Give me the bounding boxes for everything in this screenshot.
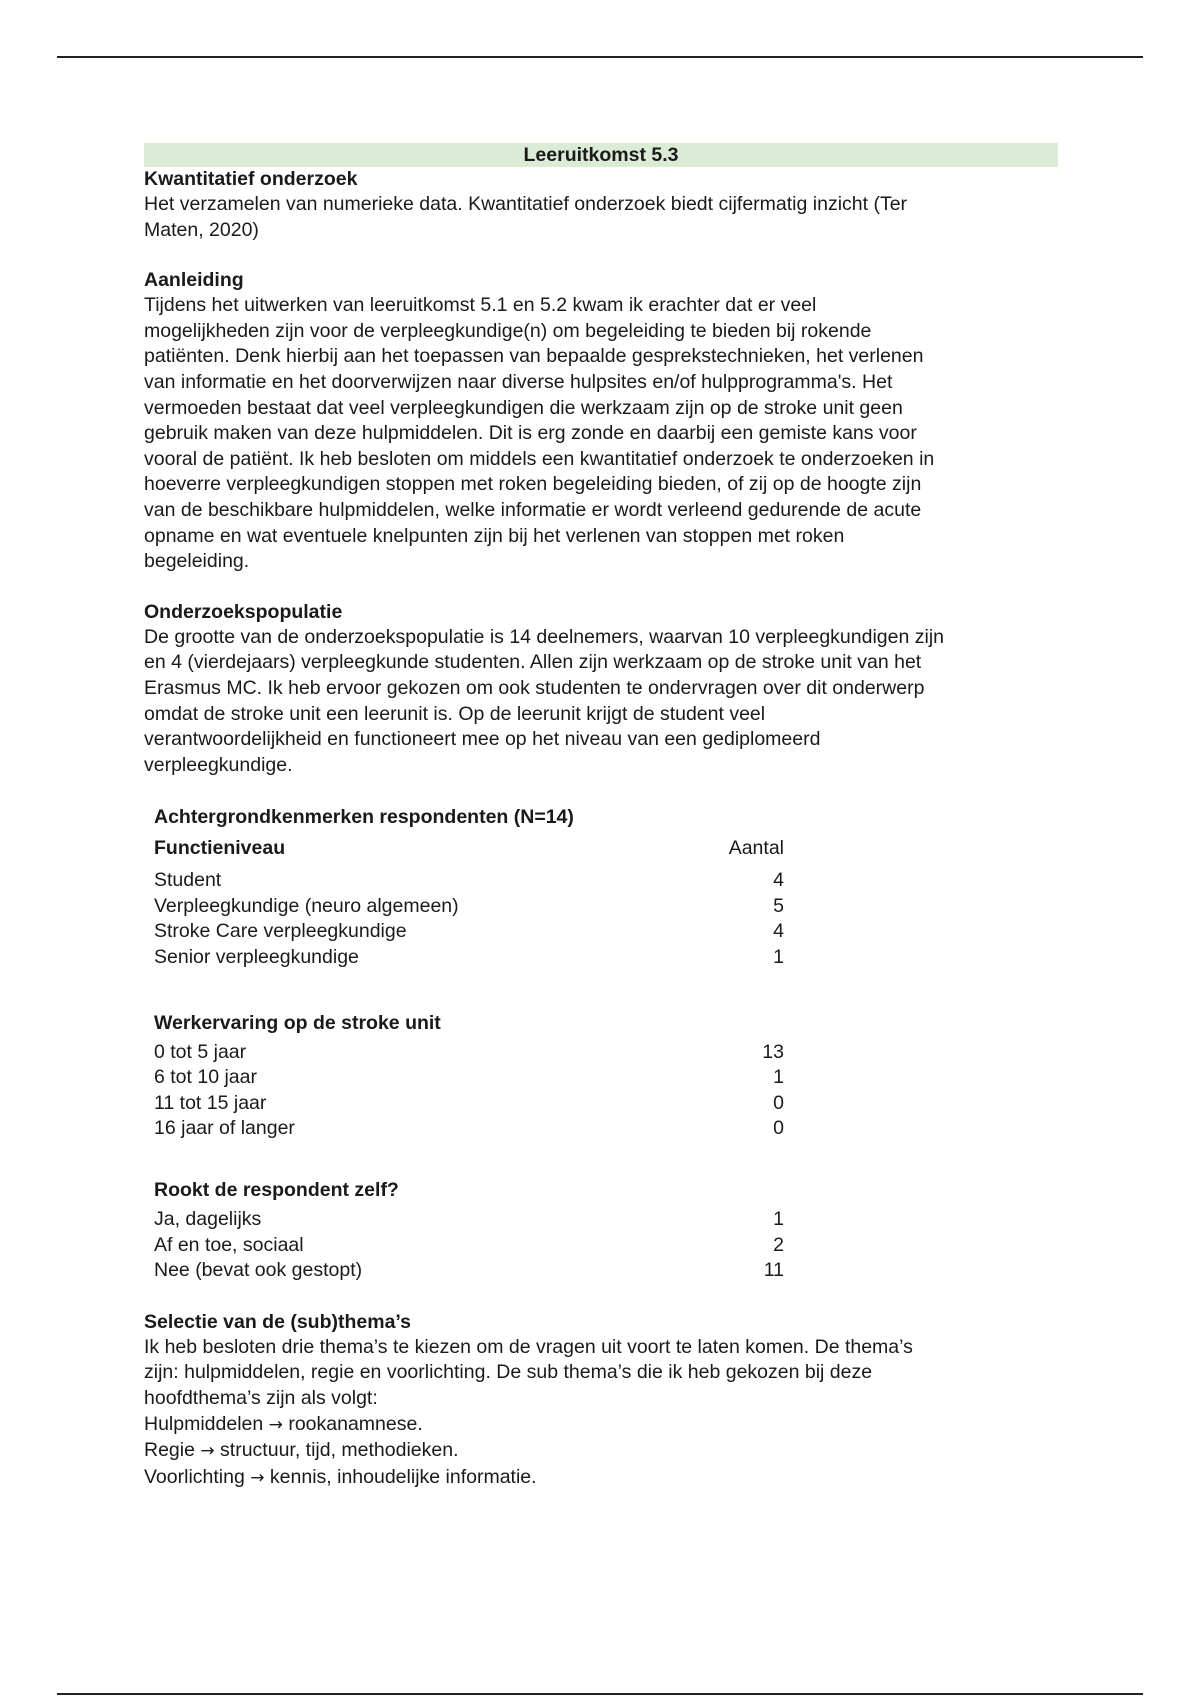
table-row bbox=[154, 919, 784, 945]
paragraph-line: De grootte van de onderzoekspopulatie is 14 deelnemers, waarvan 10 verpleegkundigen zijn bbox=[144, 625, 945, 648]
section-selectie bbox=[144, 1310, 1058, 1492]
row-value: 4 bbox=[773, 920, 784, 943]
table-row bbox=[154, 1040, 784, 1066]
row-value: 0 bbox=[773, 1091, 784, 1114]
row-value: 2 bbox=[773, 1233, 784, 1256]
paragraph-line: Erasmus MC. Ik heb ervoor gekozen om ook studenten te ondervragen over dit onderwerp bbox=[144, 676, 925, 699]
row-label: Student bbox=[154, 869, 222, 892]
table-caption: Achtergrondkenmerken respondenten (N=14) bbox=[154, 806, 574, 829]
row-value: 5 bbox=[773, 894, 784, 917]
row-value: 1 bbox=[773, 1208, 784, 1231]
paragraph-line: Het verzamelen van numerieke data. Kwantitatief onderzoek biedt cijfermatig inzicht (Ter bbox=[144, 193, 908, 215]
section-heading: Kwantitatief onderzoek bbox=[144, 168, 358, 190]
row-label: Nee (bevat ook gestopt) bbox=[154, 1259, 363, 1282]
table-row bbox=[154, 1065, 784, 1091]
respondent-table bbox=[154, 802, 784, 1284]
table-row bbox=[154, 1233, 784, 1259]
table-row bbox=[154, 894, 784, 920]
paragraph-line: mogelijkheden zijn voor de verpleegkundige(n) om begeleiding te bieden bij rokende bbox=[144, 319, 872, 342]
header-rule bbox=[57, 56, 1143, 58]
row-value: 4 bbox=[773, 869, 784, 892]
paragraph-line: van de beschikbare hulpmiddelen, welke informatie er wordt verleend gedurende de acute bbox=[144, 498, 922, 521]
table-row bbox=[154, 1116, 784, 1142]
table-row bbox=[154, 1258, 784, 1284]
rookt-heading: Rookt de respondent zelf? bbox=[154, 1179, 399, 1202]
paragraph-line: gebruik maken van deze hulpmiddelen. Dit is erg zonde en daarbij een gemiste kans voor bbox=[144, 422, 917, 445]
count-header: Aantal bbox=[728, 837, 784, 860]
paragraph-line: begeleiding. bbox=[144, 550, 250, 573]
table-header-row bbox=[154, 832, 784, 864]
paragraph-line: en 4 (vierdejaars) verpleegkunde studenten. Allen zijn werkzaam op de stroke unit van het bbox=[144, 651, 922, 674]
theme-item: Regie → structuur, tijd, methodieken. bbox=[144, 1439, 459, 1462]
row-value: 13 bbox=[762, 1040, 784, 1063]
section-heading: Onderzoekspopulatie bbox=[144, 600, 343, 623]
paragraph-line: vooral de patiënt. Ik heb besloten om middels een kwantitatief onderzoek te onderzoeken in bbox=[144, 447, 935, 470]
paragraph-line: Ik heb besloten drie thema’s te kiezen om de vragen uit voort te laten komen. De thema’s bbox=[144, 1335, 913, 1358]
theme-item: Hulpmiddelen → rookanamnese. bbox=[144, 1412, 423, 1435]
paragraph-line: hoofdthema’s zijn als volgt: bbox=[144, 1387, 378, 1409]
paragraph-line: verantwoordelijkheid en functioneert mee op het niveau van een gediplomeerd bbox=[144, 728, 821, 751]
paragraph-line: hoeverre verpleegkundigen stoppen met roken begeleiding bieden, of zij op de hoogte zijn bbox=[144, 473, 922, 496]
werkervaring-heading: Werkervaring op de stroke unit bbox=[154, 1011, 441, 1034]
table-row bbox=[154, 1091, 784, 1117]
row-label: Verpleegkundige (neuro algemeen) bbox=[154, 894, 459, 917]
row-label: 6 tot 10 jaar bbox=[154, 1066, 257, 1089]
paragraph-line: vermoeden bestaat dat veel verpleegkundigen die werkzaam zijn op de stroke unit geen bbox=[144, 396, 903, 419]
paragraph-line: Tijdens het uitwerken van leeruitkomst 5.1 en 5.2 kwam ik erachter dat er veel bbox=[144, 294, 817, 317]
row-label: Stroke Care verpleegkundige bbox=[154, 920, 407, 943]
paragraph-line: Maten, 2020) bbox=[144, 218, 259, 241]
functie-heading: Functieniveau bbox=[154, 837, 286, 860]
row-value: 11 bbox=[763, 1259, 784, 1282]
row-label: 11 tot 15 jaar bbox=[154, 1091, 267, 1114]
arrow-right-icon: → bbox=[268, 1414, 283, 1435]
table-row bbox=[154, 868, 784, 894]
row-label: Ja, dagelijks bbox=[154, 1208, 262, 1231]
row-label: 0 tot 5 jaar bbox=[154, 1040, 247, 1063]
functie-rows bbox=[154, 868, 784, 970]
paragraph-line: opname en wat eventuele knelpunten zijn bij het verlenen van stoppen met roken bbox=[144, 524, 845, 547]
arrow-right-icon: → bbox=[250, 1467, 265, 1488]
page-title: Leeruitkomst 5.3 bbox=[144, 143, 1058, 167]
row-value: 1 bbox=[773, 1066, 784, 1089]
paragraph-line: omdat de stroke unit een leerunit is. Op de leerunit krijgt de student veel bbox=[144, 702, 766, 725]
paragraph-line: van informatie en het doorverwijzen naar diverse hulpsites en/of hulpprogramma's. Het bbox=[144, 370, 893, 393]
section-aanleiding bbox=[144, 268, 1058, 575]
theme-item: Voorlichting → kennis, inhoudelijke informatie. bbox=[144, 1465, 537, 1488]
row-value: 1 bbox=[773, 946, 784, 969]
table-row bbox=[154, 945, 784, 971]
rookt-rows bbox=[154, 1207, 784, 1284]
paragraph-line: patiënten. Denk hierbij aan het toepassen van bepaalde gesprekstechnieken, het verlenen bbox=[144, 345, 924, 368]
section-heading: Selectie van de (sub)thema’s bbox=[144, 1310, 411, 1333]
werkervaring-rows bbox=[154, 1040, 784, 1142]
row-value: 0 bbox=[773, 1117, 784, 1140]
row-label: 16 jaar of langer bbox=[154, 1117, 295, 1140]
section-heading: Aanleiding bbox=[144, 269, 244, 292]
table-row bbox=[154, 1207, 784, 1233]
footer-rule bbox=[57, 1693, 1143, 1695]
row-label: Senior verpleegkundige bbox=[154, 946, 359, 969]
paragraph-line: zijn: hulpmiddelen, regie en voorlichting. De sub thema’s die ik heb gekozen bij deze bbox=[144, 1361, 873, 1384]
arrow-right-icon: → bbox=[200, 1441, 215, 1462]
document-body bbox=[144, 143, 1058, 1491]
row-label: Af en toe, sociaal bbox=[154, 1233, 304, 1256]
paragraph-line: verpleegkundige. bbox=[144, 753, 293, 776]
section-kwantitatief bbox=[144, 167, 1058, 243]
section-onderzoekspopulatie bbox=[144, 600, 1058, 779]
